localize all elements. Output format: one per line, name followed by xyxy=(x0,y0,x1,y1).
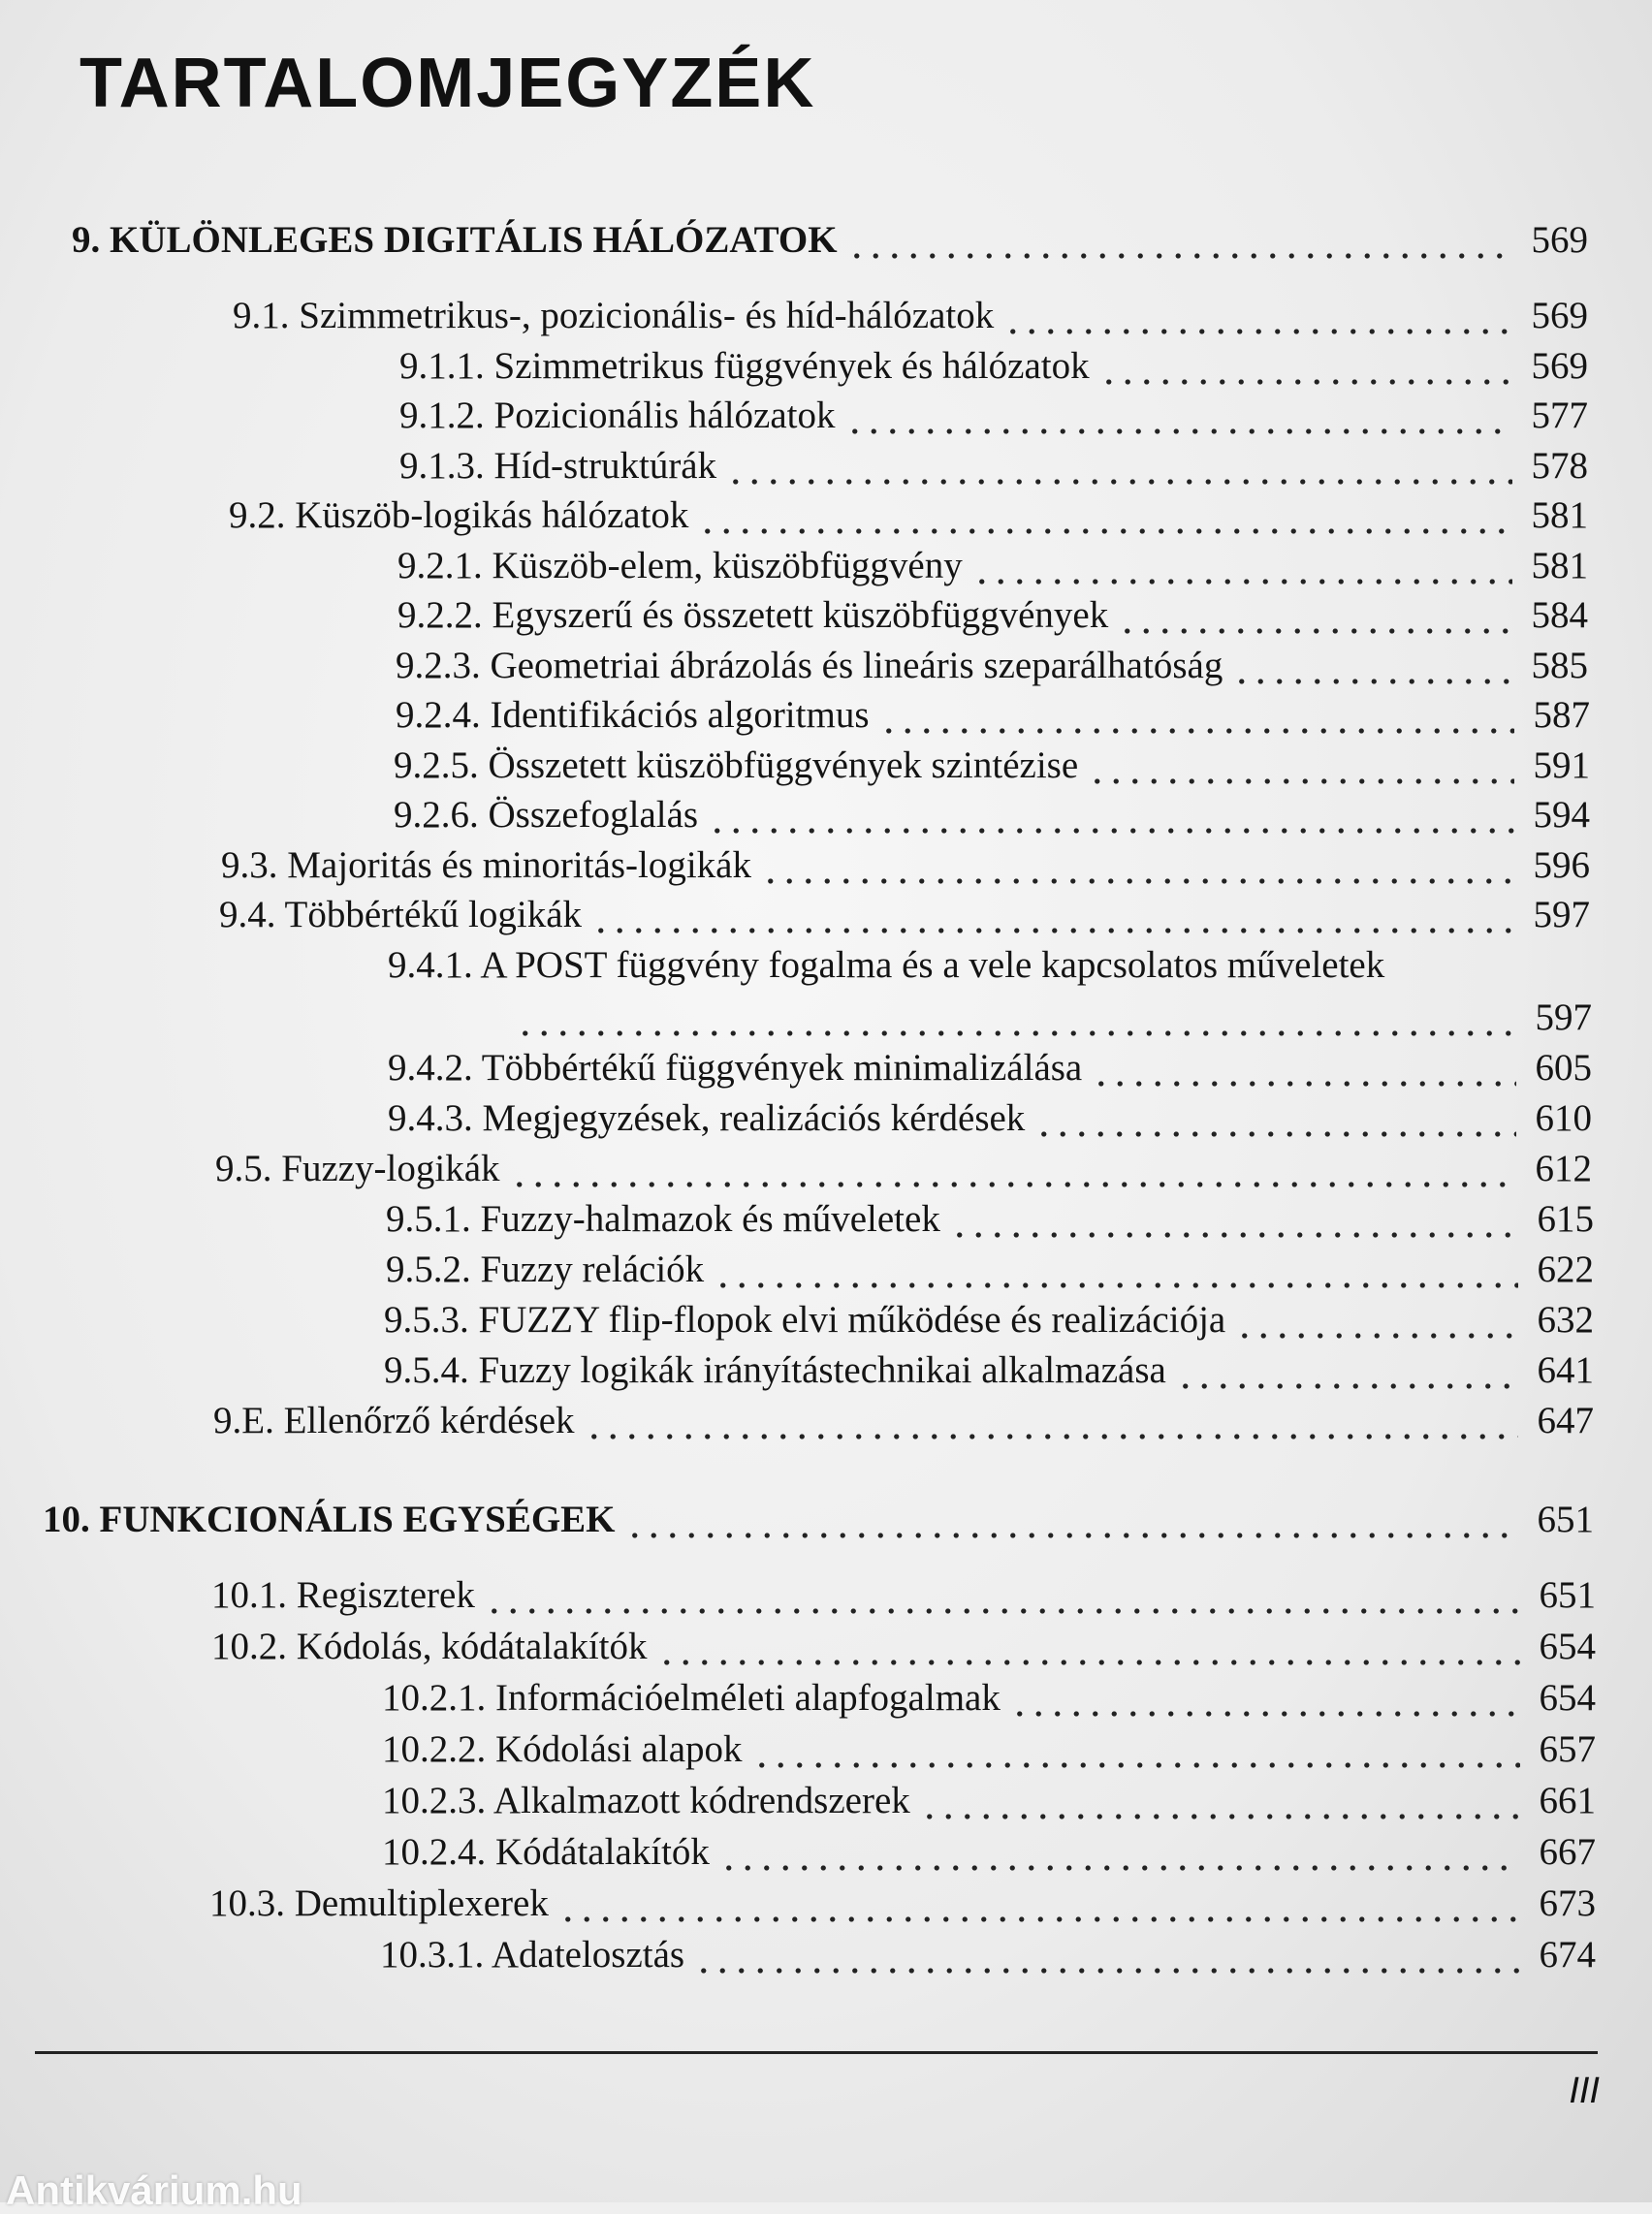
toc-entry-page: 612 xyxy=(1535,1148,1592,1189)
toc-entry xyxy=(386,1194,1594,1245)
dot-leader xyxy=(1092,1043,1516,1093)
toc-entry-page: 605 xyxy=(1535,1047,1592,1089)
dot-leader xyxy=(879,690,1515,741)
toc-entry-label: 10.2.2. Kódolási alapok xyxy=(382,1728,743,1770)
toc-entry-page: 596 xyxy=(1533,844,1590,886)
toc-entry xyxy=(397,541,1588,591)
dot-leader xyxy=(1034,1093,1516,1144)
toc-entry-page: 569 xyxy=(1531,219,1588,261)
toc-entry xyxy=(233,291,1588,341)
toc-entry-label: 9.2.1. Küszöb-elem, küszöbfüggvény xyxy=(397,545,963,586)
dot-leader xyxy=(1176,1345,1518,1396)
toc-entry xyxy=(219,890,1590,940)
toc-entry-page: 569 xyxy=(1531,345,1588,387)
toc-entry-page: 674 xyxy=(1539,1934,1596,1976)
toc-entry-page: 584 xyxy=(1531,594,1588,636)
toc-entry xyxy=(384,1295,1594,1345)
toc-entry-page: 651 xyxy=(1539,1574,1596,1616)
dot-leader xyxy=(714,1245,1518,1295)
toc-entry-label: 9.4. Többértékű logikák xyxy=(219,894,583,935)
toc-entry-page: 591 xyxy=(1533,744,1590,786)
toc-entry xyxy=(396,690,1590,741)
toc-entry-page: 661 xyxy=(1539,1780,1596,1821)
toc-entry-label: 9.2.2. Egyszerű és összetett küszöbfüggvények xyxy=(397,594,1109,636)
toc-entry xyxy=(394,790,1590,840)
toc-entry-label: 9.3. Majoritás és minoritás-logikák xyxy=(221,844,751,886)
toc-entry-label: 10.3. Demultiplexerek xyxy=(209,1882,549,1924)
toc-entry xyxy=(211,1570,1596,1621)
dot-leader xyxy=(847,215,1512,266)
toc-entry xyxy=(396,641,1588,691)
toc-entry-page: 581 xyxy=(1531,494,1588,536)
dot-leader xyxy=(1235,1295,1518,1345)
toc-entry xyxy=(382,1673,1596,1724)
toc-entry-label: 10.2.4. Kódátalakítók xyxy=(382,1831,710,1873)
toc-entry-label: 9.5.2. Fuzzy relációk xyxy=(386,1249,705,1290)
toc-entry-page: 651 xyxy=(1537,1499,1594,1540)
toc-entry-label: 9. KÜLÖNLEGES DIGITÁLIS HÁLÓZATOK xyxy=(72,219,838,261)
dot-leader xyxy=(694,1930,1520,1980)
dot-leader xyxy=(719,1827,1520,1878)
toc-entry-page: 632 xyxy=(1537,1299,1594,1341)
toc-entry-label: 9.1.3. Híd-struktúrák xyxy=(399,445,717,487)
toc-entry xyxy=(386,1245,1594,1295)
dot-leader xyxy=(920,1776,1520,1826)
toc-entry-label: 9.4.2. Többértékű függvények minimalizálása xyxy=(388,1047,1083,1089)
toc-entry-label: 9.2.5. Összetett küszöbfüggvények szintézise xyxy=(394,744,1079,786)
toc-entry xyxy=(221,840,1590,891)
toc-entry xyxy=(211,1622,1596,1672)
toc-entry-page: 610 xyxy=(1535,1097,1592,1139)
toc-entry-chapter-10 xyxy=(43,1495,1594,1545)
dot-leader xyxy=(657,1622,1520,1672)
toc-entry-label: 9.5.1. Fuzzy-halmazok és műveletek xyxy=(386,1198,940,1240)
dot-leader xyxy=(761,840,1514,891)
dot-leader xyxy=(625,1495,1518,1545)
toc-entry xyxy=(209,1879,1596,1929)
dot-leader xyxy=(752,1724,1520,1775)
toc-entry-page: 578 xyxy=(1531,445,1588,487)
toc-entry-label: 9.1.2. Pozicionális hálózatok xyxy=(399,395,836,436)
dot-leader xyxy=(845,391,1513,441)
toc-entry-page: 581 xyxy=(1531,545,1588,586)
toc-entry-label: 9.5.4. Fuzzy logikák irányítástechnikai alkalmazása xyxy=(384,1349,1166,1391)
toc-entry xyxy=(215,1144,1592,1194)
toc-entry-label: 9.2.6. Összefoglalás xyxy=(394,794,699,836)
dot-leader xyxy=(726,441,1512,491)
toc-entry-page: 585 xyxy=(1531,645,1588,686)
toc-entry-label: 9.5.3. FUZZY flip-flopok elvi működése és realizációja xyxy=(384,1299,1226,1341)
dot-leader xyxy=(591,890,1514,940)
toc-entry xyxy=(399,441,1588,491)
toc-entry-label: 9.2.4. Identifikációs algoritmus xyxy=(396,694,870,736)
toc-entry-label: 9.E. Ellenőrző kérdések xyxy=(213,1400,575,1441)
dot-leader xyxy=(516,993,1516,1043)
dot-leader xyxy=(485,1570,1520,1621)
toc-entry-page: 641 xyxy=(1537,1349,1594,1391)
dot-leader xyxy=(1010,1673,1520,1724)
toc-entry xyxy=(399,341,1588,392)
toc-entry-page: 673 xyxy=(1539,1882,1596,1924)
toc-entry-label: 10.1. Regiszterek xyxy=(211,1574,475,1616)
toc-entry-label: 10.2.3. Alkalmazott kódrendszerek xyxy=(382,1780,910,1821)
toc-entry-label: 9.2.3. Geometriai ábrázolás és lineáris szeparálhatóság xyxy=(396,645,1223,686)
toc-entry-label: 9.4.3. Megjegyzések, realizációs kérdések xyxy=(388,1097,1026,1139)
dot-leader xyxy=(1099,341,1512,392)
toc-entry-page: 667 xyxy=(1539,1831,1596,1873)
dot-leader xyxy=(558,1879,1520,1929)
toc-entry xyxy=(380,1930,1596,1980)
toc-entry-page: 577 xyxy=(1531,395,1588,436)
toc-entry-chapter-9 xyxy=(72,215,1588,266)
toc-entry-page: 657 xyxy=(1539,1728,1596,1770)
toc-entry-page: 654 xyxy=(1539,1677,1596,1719)
toc-entry-page: 615 xyxy=(1537,1198,1594,1240)
dot-leader xyxy=(708,790,1514,840)
toc-entry-page: 654 xyxy=(1539,1626,1596,1667)
toc-entry xyxy=(388,1043,1592,1093)
dot-leader xyxy=(1003,291,1512,341)
dot-leader xyxy=(1232,641,1512,691)
toc-entry-page: 647 xyxy=(1537,1400,1594,1441)
toc-entry-page: 594 xyxy=(1533,794,1590,836)
toc-entry-label: 9.2. Küszöb-logikás hálózatok xyxy=(229,494,689,536)
watermark-text: Antikvárium.hu xyxy=(6,2167,302,2213)
page-title: TARTALOMJEGYZÉK xyxy=(79,45,816,122)
dot-leader xyxy=(1118,590,1512,641)
toc-entry-label-wrapped: 9.4.1. A POST függvény fogalma és a vele kapcsolatos műveletek xyxy=(388,944,1385,986)
toc-entry-page: 587 xyxy=(1533,694,1590,736)
toc-entry xyxy=(397,590,1588,641)
toc-entry xyxy=(229,490,1588,541)
toc-entry-label: 10.2.1. Információelméleti alapfogalmak xyxy=(382,1677,1001,1719)
toc-entry-label: 10.2. Kódolás, kódátalakítók xyxy=(211,1626,648,1667)
toc-entry-continuation xyxy=(516,993,1592,1043)
toc-entry-label: 9.5. Fuzzy-logikák xyxy=(215,1148,500,1189)
toc-entry xyxy=(382,1776,1596,1826)
dot-leader xyxy=(510,1144,1516,1194)
toc-entry xyxy=(382,1724,1596,1775)
toc-entry-label: 9.1.1. Szimmetrikus függvények és hálózatok xyxy=(399,345,1090,387)
toc-entry xyxy=(382,1827,1596,1878)
dot-leader xyxy=(972,541,1512,591)
toc-entry xyxy=(213,1396,1594,1446)
toc-entry-label: 10. FUNKCIONÁLIS EGYSÉGEK xyxy=(43,1499,616,1540)
toc-entry-page: 597 xyxy=(1535,996,1592,1038)
toc-entry-page: 597 xyxy=(1533,894,1590,935)
dot-leader xyxy=(1088,741,1514,791)
toc-entry-label: 10.3.1. Adatelosztás xyxy=(380,1934,685,1976)
dot-leader xyxy=(950,1194,1518,1245)
footer-rule xyxy=(35,2051,1598,2054)
dot-leader xyxy=(585,1396,1518,1446)
toc-entry xyxy=(394,741,1590,791)
toc-entry xyxy=(388,1093,1592,1144)
toc-entry-page: 622 xyxy=(1537,1249,1594,1290)
toc-entry xyxy=(384,1345,1594,1396)
page-number-folio: III xyxy=(1569,2071,1600,2111)
toc-entry xyxy=(399,391,1588,441)
toc-entry-page: 569 xyxy=(1531,295,1588,336)
toc-entry-label: 9.1. Szimmetrikus-, pozicionális- és híd-hálózatok xyxy=(233,295,995,336)
dot-leader xyxy=(698,490,1512,541)
